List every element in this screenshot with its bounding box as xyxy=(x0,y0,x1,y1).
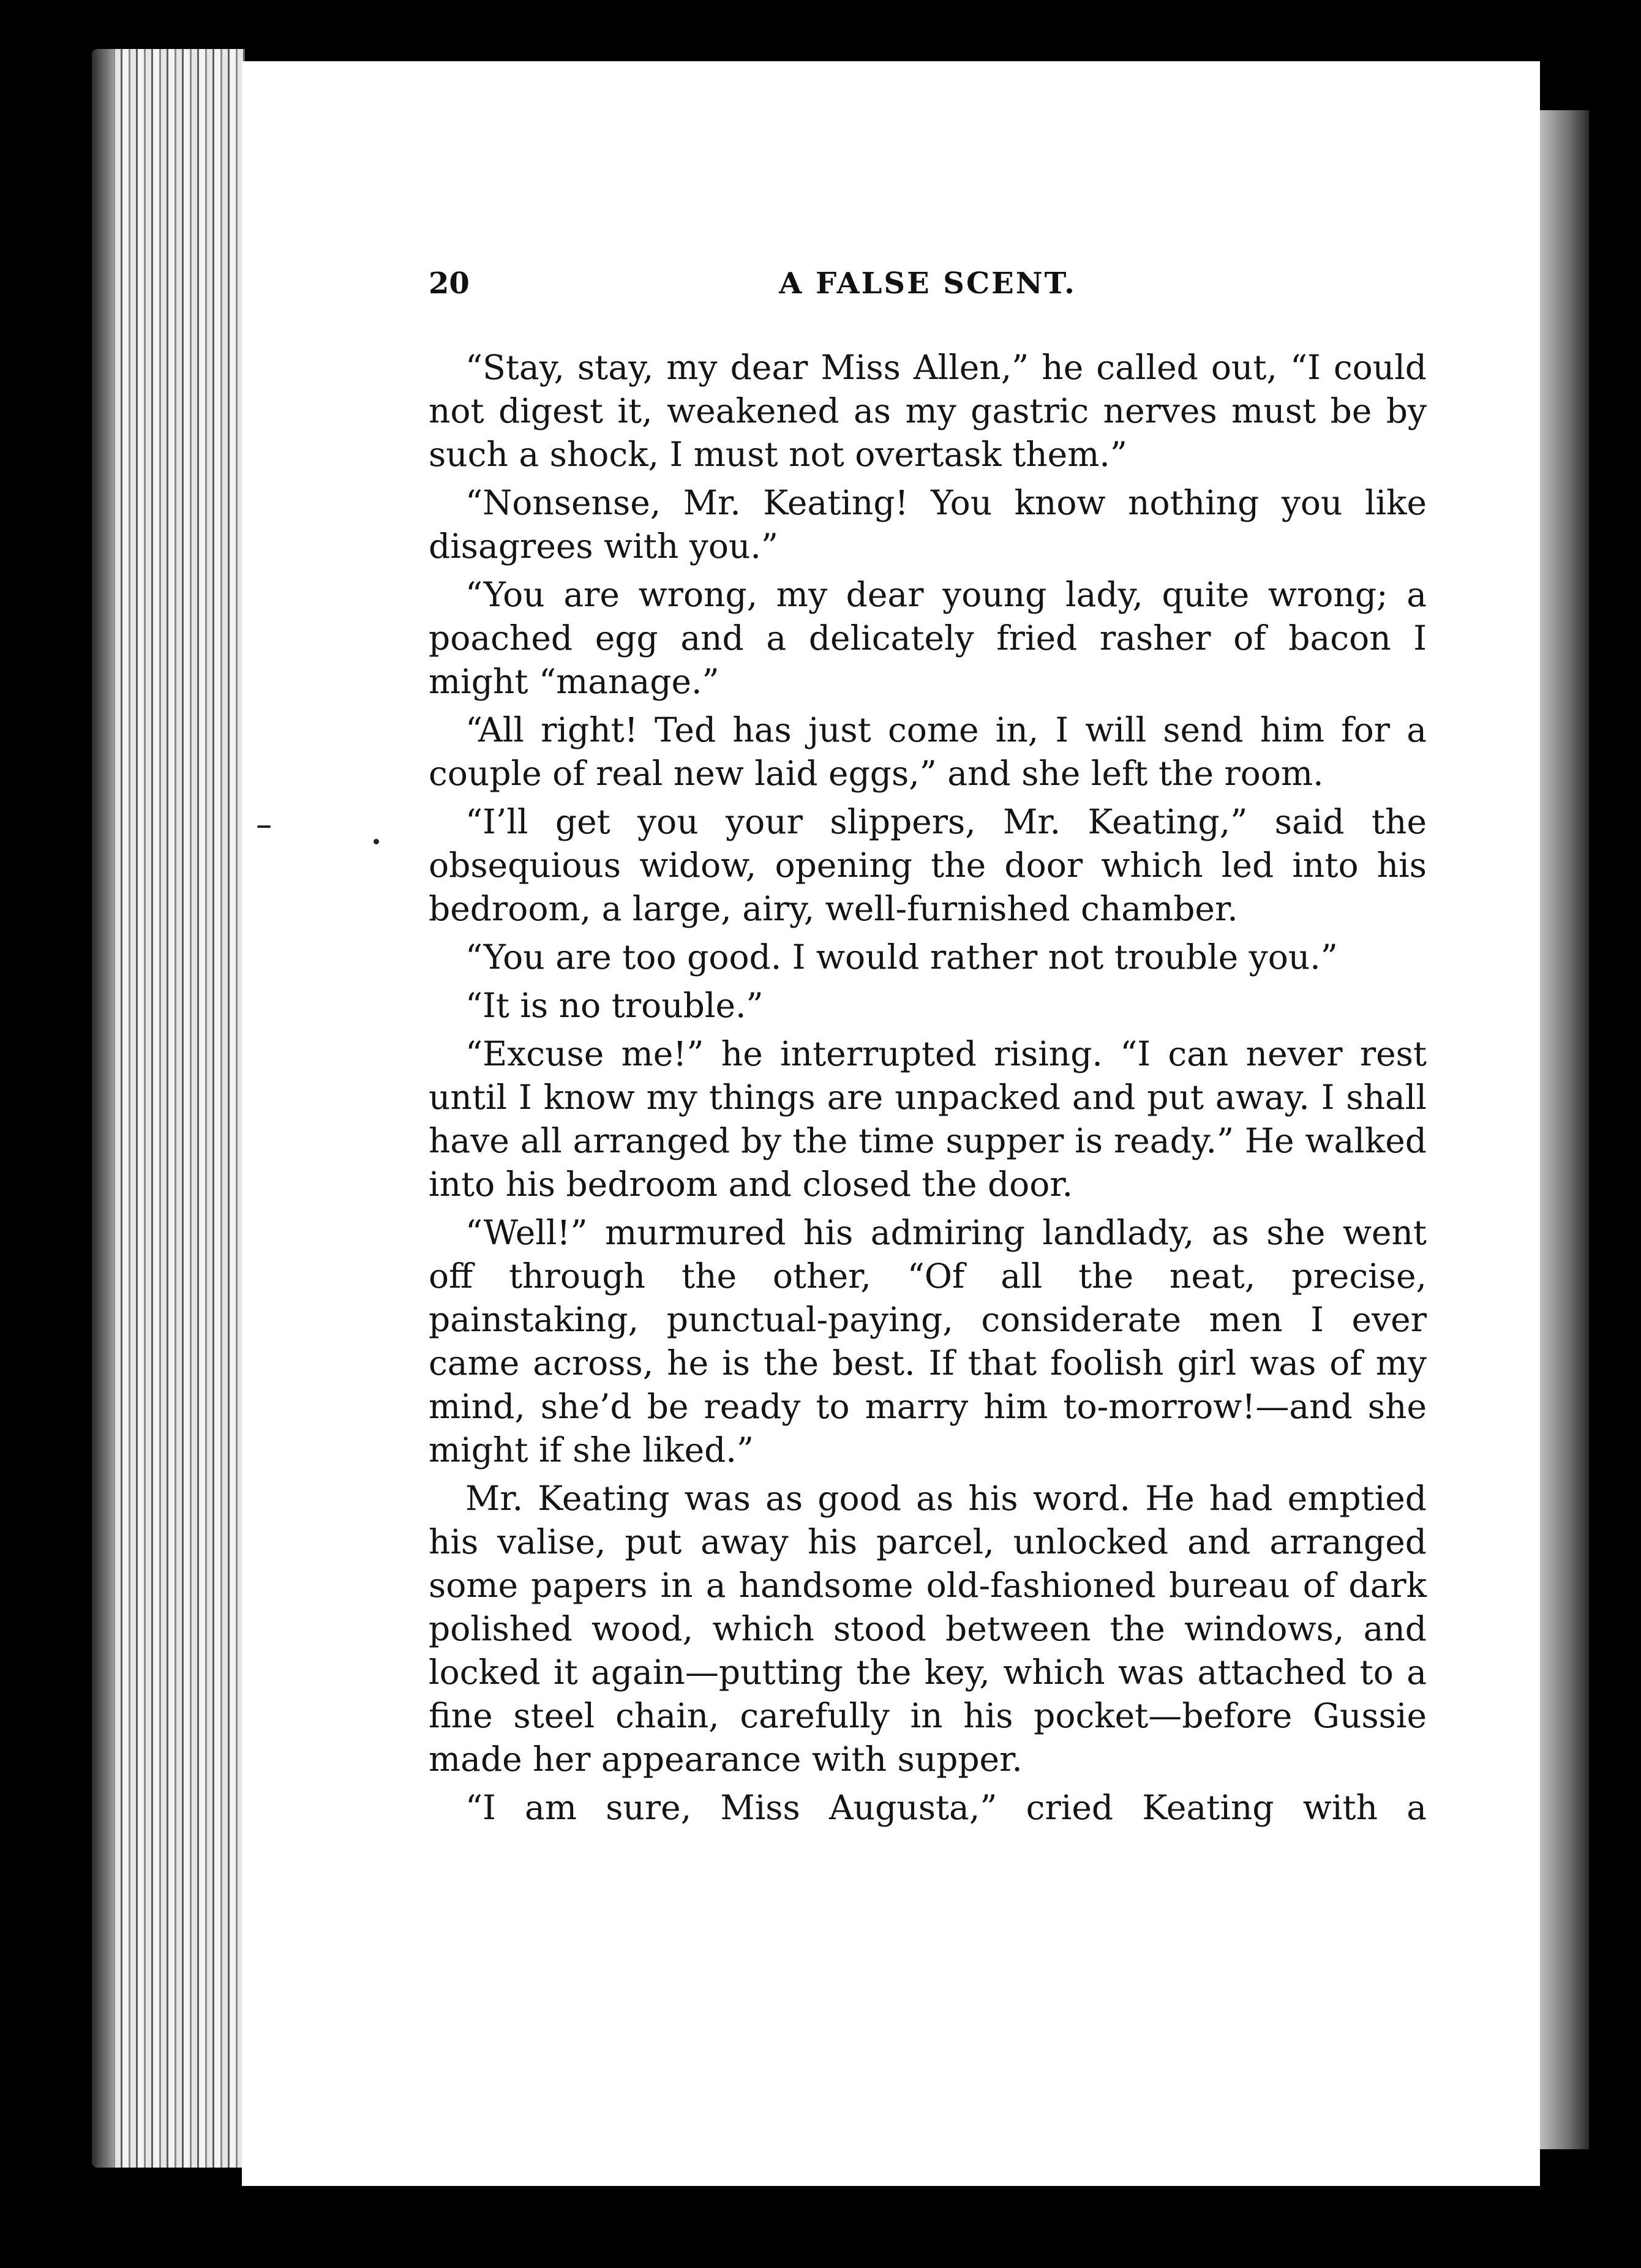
paragraph: Mr. Keating was as good as his word. He had emptied his valise, put away his parcel, unlocked and arranged some papers in a handsome old-fashioned bureau of dark polished wood, which stood between the windows, and locked it again—putting the key, which was attached to a fine steel chain, carefully in his pocket—before Gussie made her appearance with supper. xyxy=(429,1479,1427,1779)
stray-dash-mark xyxy=(257,825,271,828)
paragraph: “Well!” murmured his admiring landlady, as she went off through the other, “Of all the neat, precise, painstaking, punctual-paying, considerate men I ever came across, he is the best. If that foolish girl was of my mind, she’d be ready to marry him to-morrow!—and she might if she liked.” xyxy=(429,1213,1427,1470)
page-number: 20 xyxy=(429,266,470,301)
paragraph: “I am sure, Miss Augusta,” cried Keating with a xyxy=(465,1788,1427,1827)
paragraph: “Nonsense, Mr. Keating! You know nothing you like disagrees with you.” xyxy=(429,483,1427,566)
paragraph: “Excuse me!” he interrupted rising. “I can never rest until I know my things are unpacked and put away. I shall have all arranged by the time supper is ready.” He walked into his bedroom and closed the door. xyxy=(429,1034,1427,1204)
paragraph: “Stay, stay, my dear Miss Allen,” he called out, “I could not digest it, weakened as my gastric nerves must be by such a shock, I must not overtask them.” xyxy=(429,348,1427,474)
stray-dot-mark xyxy=(374,839,379,844)
body-text xyxy=(429,346,1427,1834)
paragraph: “You are too good. I would rather not trouble you.” xyxy=(465,937,1338,977)
book-page-edges xyxy=(92,49,245,2168)
paragraph: “I’ll get you your slippers, Mr. Keating,” said the obsequious widow, opening the door which led into his bedroom, a large, airy, well-furnished chamber. xyxy=(429,802,1427,928)
page-gutter-shadow xyxy=(1540,110,1589,2149)
page-header xyxy=(429,266,1427,315)
book-page xyxy=(242,61,1540,2186)
paragraph: “All right! Ted has just come in, I will send him for a couple of real new laid eggs,” and she left the room. xyxy=(429,710,1427,793)
paragraph: “It is no trouble.” xyxy=(465,986,764,1025)
running-title: A FALSE SCENT. xyxy=(779,266,1076,301)
paragraph: “You are wrong, my dear young lady, quite wrong; a poached egg and a delicately fried rasher of bacon I might “manage.” xyxy=(429,575,1427,701)
